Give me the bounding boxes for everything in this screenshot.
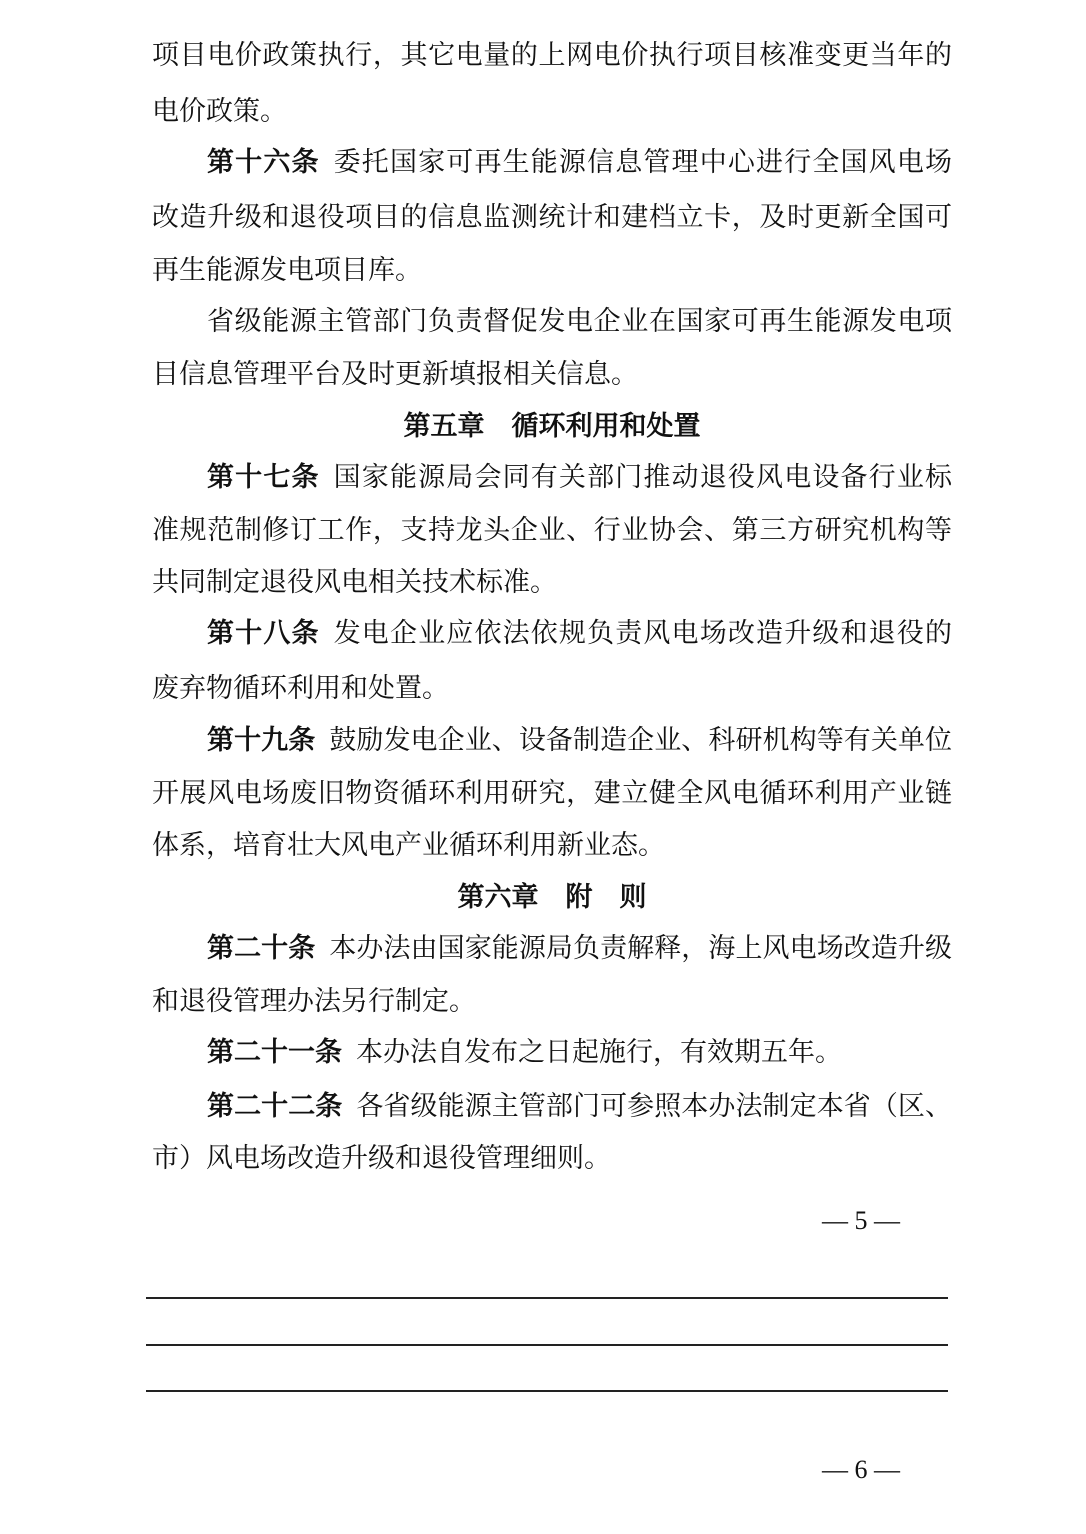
text-line: 项目电价政策执行，其它电量的上网电价执行项目核准变更当年的 [152, 40, 952, 71]
article-label: 第十七条 [207, 462, 320, 493]
chapter-heading: 第六章 附 则 [457, 882, 647, 913]
text-line: 再生能源发电项目库。 [152, 255, 422, 286]
page-number: — 6 — [822, 1455, 900, 1484]
text-line: 准规范制修订工作，支持龙头企业、行业协会、第三方研究机构等 [152, 515, 952, 546]
article-text: 鼓励发电企业、设备制造企业、科研机构等有关单位 [329, 725, 953, 756]
article-text: 各省级能源主管部门可参照本办法制定本省（区、 [356, 1091, 953, 1122]
article-text: 国家能源局会同有关部门推动退役风电设备行业标 [333, 462, 952, 493]
article-text: 委托国家可再生能源信息管理中心进行全国风电场 [333, 147, 952, 178]
text-line: 体系，培育壮大风电产业循环利用新业态。 [152, 830, 665, 861]
article-text: 发电企业应依法依规负责风电场改造升级和退役的 [333, 618, 952, 649]
text-line: 省级能源主管部门负责督促发电企业在国家可再生能源发电项 [207, 306, 952, 337]
article-label: 第二十条 [207, 933, 316, 964]
article-text: 本办法由国家能源局负责解释，海上风电场改造升级 [329, 933, 953, 964]
article-19 [207, 713, 952, 769]
article-18 [207, 606, 952, 662]
article-label: 第十九条 [207, 725, 316, 756]
article-16 [207, 135, 952, 191]
text-line: 共同制定退役风电相关技术标准。 [152, 567, 557, 598]
text-line: 市）风电场改造升级和退役管理细则。 [152, 1143, 611, 1174]
text-line: 电价政策。 [152, 96, 287, 127]
text-line: 改造升级和退役项目的信息监测统计和建档立卡，及时更新全国可 [152, 202, 952, 233]
chapter-heading: 第五章 循环利用和处置 [403, 411, 701, 442]
divider-line [146, 1390, 948, 1392]
text-line: 废弃物循环利用和处置。 [152, 673, 449, 704]
text-line: 目信息管理平台及时更新填报相关信息。 [152, 359, 638, 390]
article-22 [207, 1079, 952, 1135]
article-label: 第十六条 [207, 147, 320, 178]
article-text: 本办法自发布之日起施行，有效期五年。 [356, 1037, 842, 1068]
article-label: 第二十一条 [207, 1037, 342, 1068]
article-label: 第二十二条 [207, 1091, 343, 1122]
article-17 [207, 450, 952, 506]
divider-line [146, 1297, 948, 1299]
divider-line [146, 1344, 948, 1346]
text-line: 和退役管理办法另行制定。 [152, 986, 476, 1017]
article-20 [207, 921, 952, 977]
article-label: 第十八条 [207, 618, 320, 649]
text-line: 开展风电场废旧物资循环利用研究，建立健全风电循环利用产业链 [152, 778, 952, 809]
page-number: — 5 — [822, 1206, 900, 1235]
article-21 [207, 1025, 952, 1081]
